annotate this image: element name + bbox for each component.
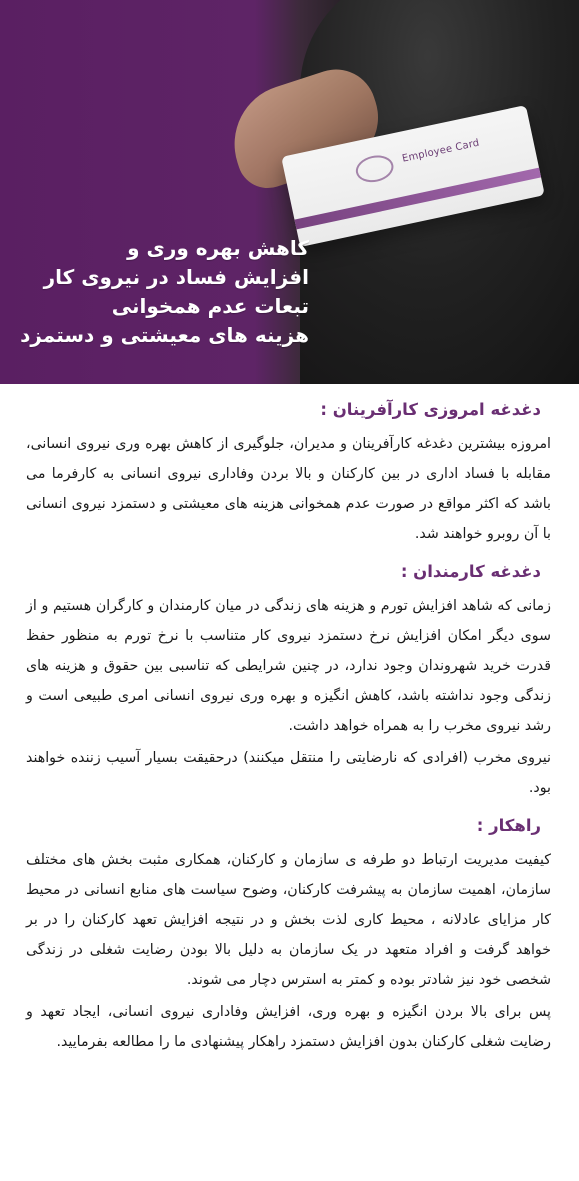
card-logo-icon: [353, 152, 396, 185]
main-content: [26, 397, 551, 1067]
section-employees: [26, 559, 551, 803]
hero-title-line: افزایش فساد در نیروی کار: [43, 265, 309, 289]
hero-title-line: کاهش بهره وری و: [127, 236, 309, 260]
section-paragraph: زمانی که شاهد افزایش تورم و هزینه های زندگی در میان کارمندان و کارگران هستیم و از سوی دیگر امکان افزایش نرخ دستمزد نیروی کار متناسب با نرخ تورم به منظور حفظ قدرت خرید شهروندان وجود ندارد، در چنین شرایطی که تناسبی بین حقوق و هزینه های زندگی وجود نداشته باشد، کاهش انگیزه و بهره وری نیروی انسانی امری طبیعی است و رشد نیروی مخرب را به همراه خواهد داشت.: [26, 598, 551, 734]
hero-title-line: هزینه های معیشتی و دستمزد: [20, 323, 309, 347]
hero-title-line: تبعات عدم همخوانی: [111, 294, 309, 318]
card-label: Employee Card: [401, 137, 481, 165]
hero-title: [9, 234, 309, 350]
section-heading: دغدغه امروزی کارآفرینان :: [320, 400, 541, 419]
section-paragraph: نیروی مخرب (افرادی که نارضایتی را منتقل میکنند) درحقیقت بسیار آسیب زننده خواهند بود.: [26, 750, 551, 796]
section-paragraph: پس برای بالا بردن انگیزه و بهره وری، افزایش وفاداری نیروی انسانی، ایجاد تعهد و رضایت شغلی کارکنان بدون افزایش دستمزد راهکار پیشنهادی ما را مطالعه بفرمایید.: [26, 1004, 551, 1050]
section-heading: دغدغه کارمندان :: [400, 562, 541, 581]
section-paragraph: امروزه بیشترین دغدغه کارآفرینان و مدیران، جلوگیری از کاهش بهره وری نیروی انسانی، مقابله با فساد اداری در بین کارکنان و بالا بردن وفاداری نیروی انسانی به کارفرما می باشد که اکثر مواقع در صورت عدم همخوانی هزینه های معیشتی و دستمزد نیروی انسانی با آن روبرو خواهند شد.: [26, 436, 551, 542]
section-paragraph: کیفیت مدیریت ارتباط دو طرفه ی سازمان و کارکنان، همکاری مثبت بخش های مختلف سازمان، اهمیت سازمان به پیشرفت کارکنان، وضوح سیاست های منابع انسانی در محیط کار مزایای عادلانه ، محیط کاری لذت بخش و در نتیجه افزایش تعهد کارکنان را در بر خواهد گرفت و افراد متعهد در یک سازمان به دلیل بالا بودن رضایت شغلی در زندگی شخصی خود نیز شادتر بوده و کمتر به استرس دچار می شوند.: [26, 852, 551, 988]
section-heading: راهکار :: [476, 816, 541, 835]
section-entrepreneurs: [26, 397, 551, 549]
section-solution: [26, 813, 551, 1057]
hero-banner: [0, 0, 579, 384]
